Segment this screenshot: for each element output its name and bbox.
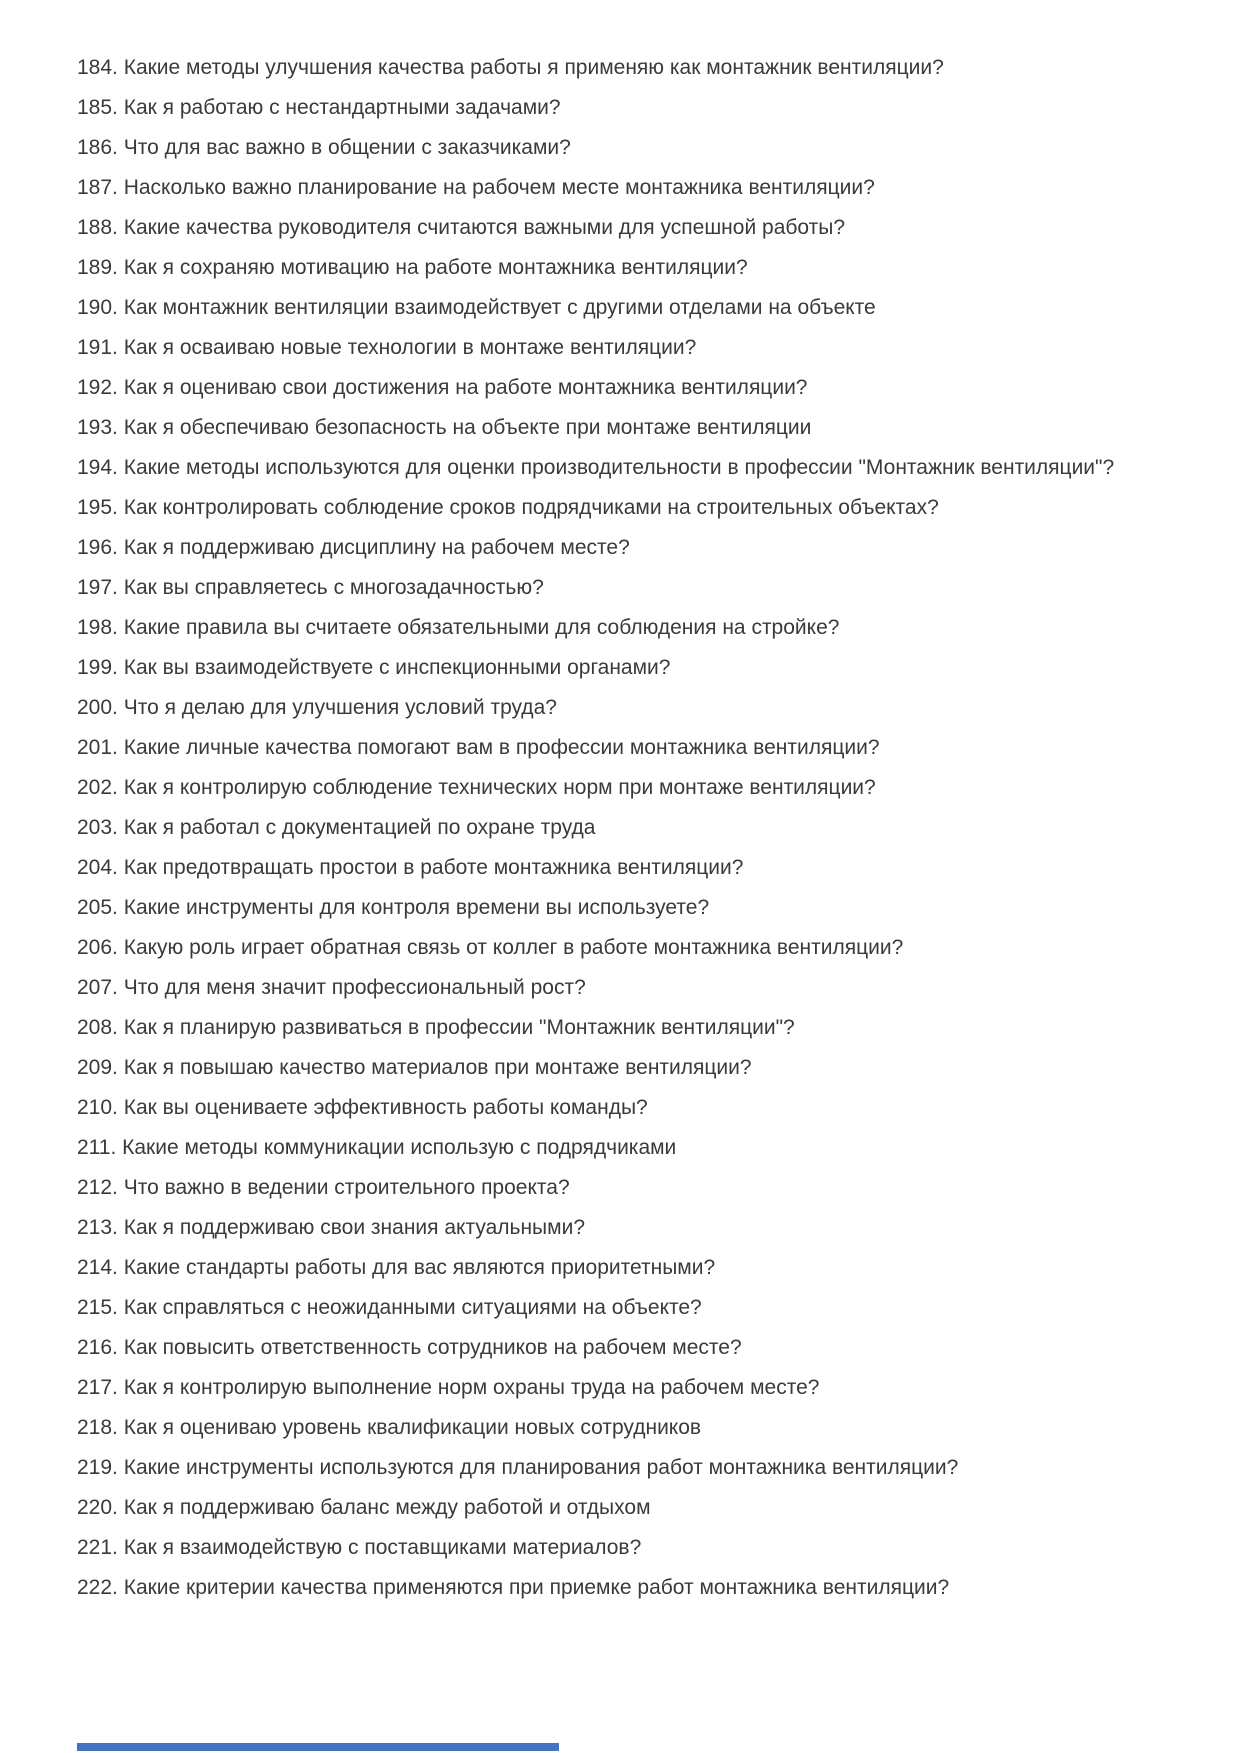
question-item: 203. Как я работал с документацией по охране труда bbox=[77, 816, 596, 839]
question-item: 204. Как предотвращать простои в работе монтажника вентиляции? bbox=[77, 856, 744, 879]
question-item: 202. Как я контролирую соблюдение технических норм при монтаже вентиляции? bbox=[77, 776, 876, 799]
question-item: 217. Как я контролирую выполнение норм охраны труда на рабочем месте? bbox=[77, 1376, 820, 1399]
question-item: 221. Как я взаимодействую с поставщиками материалов? bbox=[77, 1536, 642, 1559]
question-item: 216. Как повысить ответственность сотрудников на рабочем месте? bbox=[77, 1336, 742, 1359]
question-item: 206. Какую роль играет обратная связь от коллег в работе монтажника вентиляции? bbox=[77, 936, 904, 959]
question-item: 200. Что я делаю для улучшения условий труда? bbox=[77, 696, 557, 719]
question-item: 209. Как я повышаю качество материалов при монтаже вентиляции? bbox=[77, 1056, 752, 1079]
question-item: 196. Как я поддерживаю дисциплину на рабочем месте? bbox=[77, 536, 630, 559]
question-item: 197. Как вы справляетесь с многозадачностью? bbox=[77, 576, 544, 599]
question-item: 184. Какие методы улучшения качества работы я применяю как монтажник вентиляции? bbox=[77, 56, 944, 79]
question-item: 201. Какие личные качества помогают вам в профессии монтажника вентиляции? bbox=[77, 736, 880, 759]
question-item: 212. Что важно в ведении строительного проекта? bbox=[77, 1176, 570, 1199]
question-item: 220. Как я поддерживаю баланс между работой и отдыхом bbox=[77, 1496, 651, 1519]
question-item: 207. Что для меня значит профессиональный рост? bbox=[77, 976, 586, 999]
question-item: 222. Какие критерии качества применяются при приемке работ монтажника вентиляции? bbox=[77, 1576, 950, 1599]
question-item: 205. Какие инструменты для контроля времени вы используете? bbox=[77, 896, 710, 919]
question-item: 194. Какие методы используются для оценки производительности в профессии "Монтажник вентиляции"? bbox=[77, 456, 1115, 479]
question-item: 211. Какие методы коммуникации использую с подрядчиками bbox=[77, 1136, 677, 1159]
question-item: 199. Как вы взаимодействуете с инспекционными органами? bbox=[77, 656, 671, 679]
question-item: 213. Как я поддерживаю свои знания актуальными? bbox=[77, 1216, 585, 1239]
question-item: 186. Что для вас важно в общении с заказчиками? bbox=[77, 136, 571, 159]
question-item: 198. Какие правила вы считаете обязательными для соблюдения на стройке? bbox=[77, 616, 840, 639]
bottom-partial-blue-bar bbox=[77, 1743, 559, 1751]
question-item: 191. Как я осваиваю новые технологии в монтаже вентиляции? bbox=[77, 336, 697, 359]
question-item: 218. Как я оцениваю уровень квалификации новых сотрудников bbox=[77, 1416, 702, 1439]
question-item: 214. Какие стандарты работы для вас являются приоритетными? bbox=[77, 1256, 716, 1279]
question-item: 210. Как вы оцениваете эффективность работы команды? bbox=[77, 1096, 648, 1119]
question-item: 192. Как я оцениваю свои достижения на работе монтажника вентиляции? bbox=[77, 376, 808, 399]
question-item: 189. Как я сохраняю мотивацию на работе монтажника вентиляции? bbox=[77, 256, 748, 279]
question-item: 188. Какие качества руководителя считаются важными для успешной работы? bbox=[77, 216, 846, 239]
question-item: 219. Какие инструменты используются для планирования работ монтажника вентиляции? bbox=[77, 1456, 959, 1479]
question-item: 187. Насколько важно планирование на рабочем месте монтажника вентиляции? bbox=[77, 176, 875, 199]
question-item: 190. Как монтажник вентиляции взаимодействует с другими отделами на объекте bbox=[77, 296, 876, 319]
question-item: 208. Как я планирую развиваться в профессии "Монтажник вентиляции"? bbox=[77, 1016, 795, 1039]
question-item: 195. Как контролировать соблюдение сроков подрядчиками на строительных объектах? bbox=[77, 496, 939, 519]
question-item: 215. Как справляться с неожиданными ситуациями на объекте? bbox=[77, 1296, 702, 1319]
question-item: 185. Как я работаю с нестандартными задачами? bbox=[77, 96, 561, 119]
question-item: 193. Как я обеспечиваю безопасность на объекте при монтаже вентиляции bbox=[77, 416, 812, 439]
